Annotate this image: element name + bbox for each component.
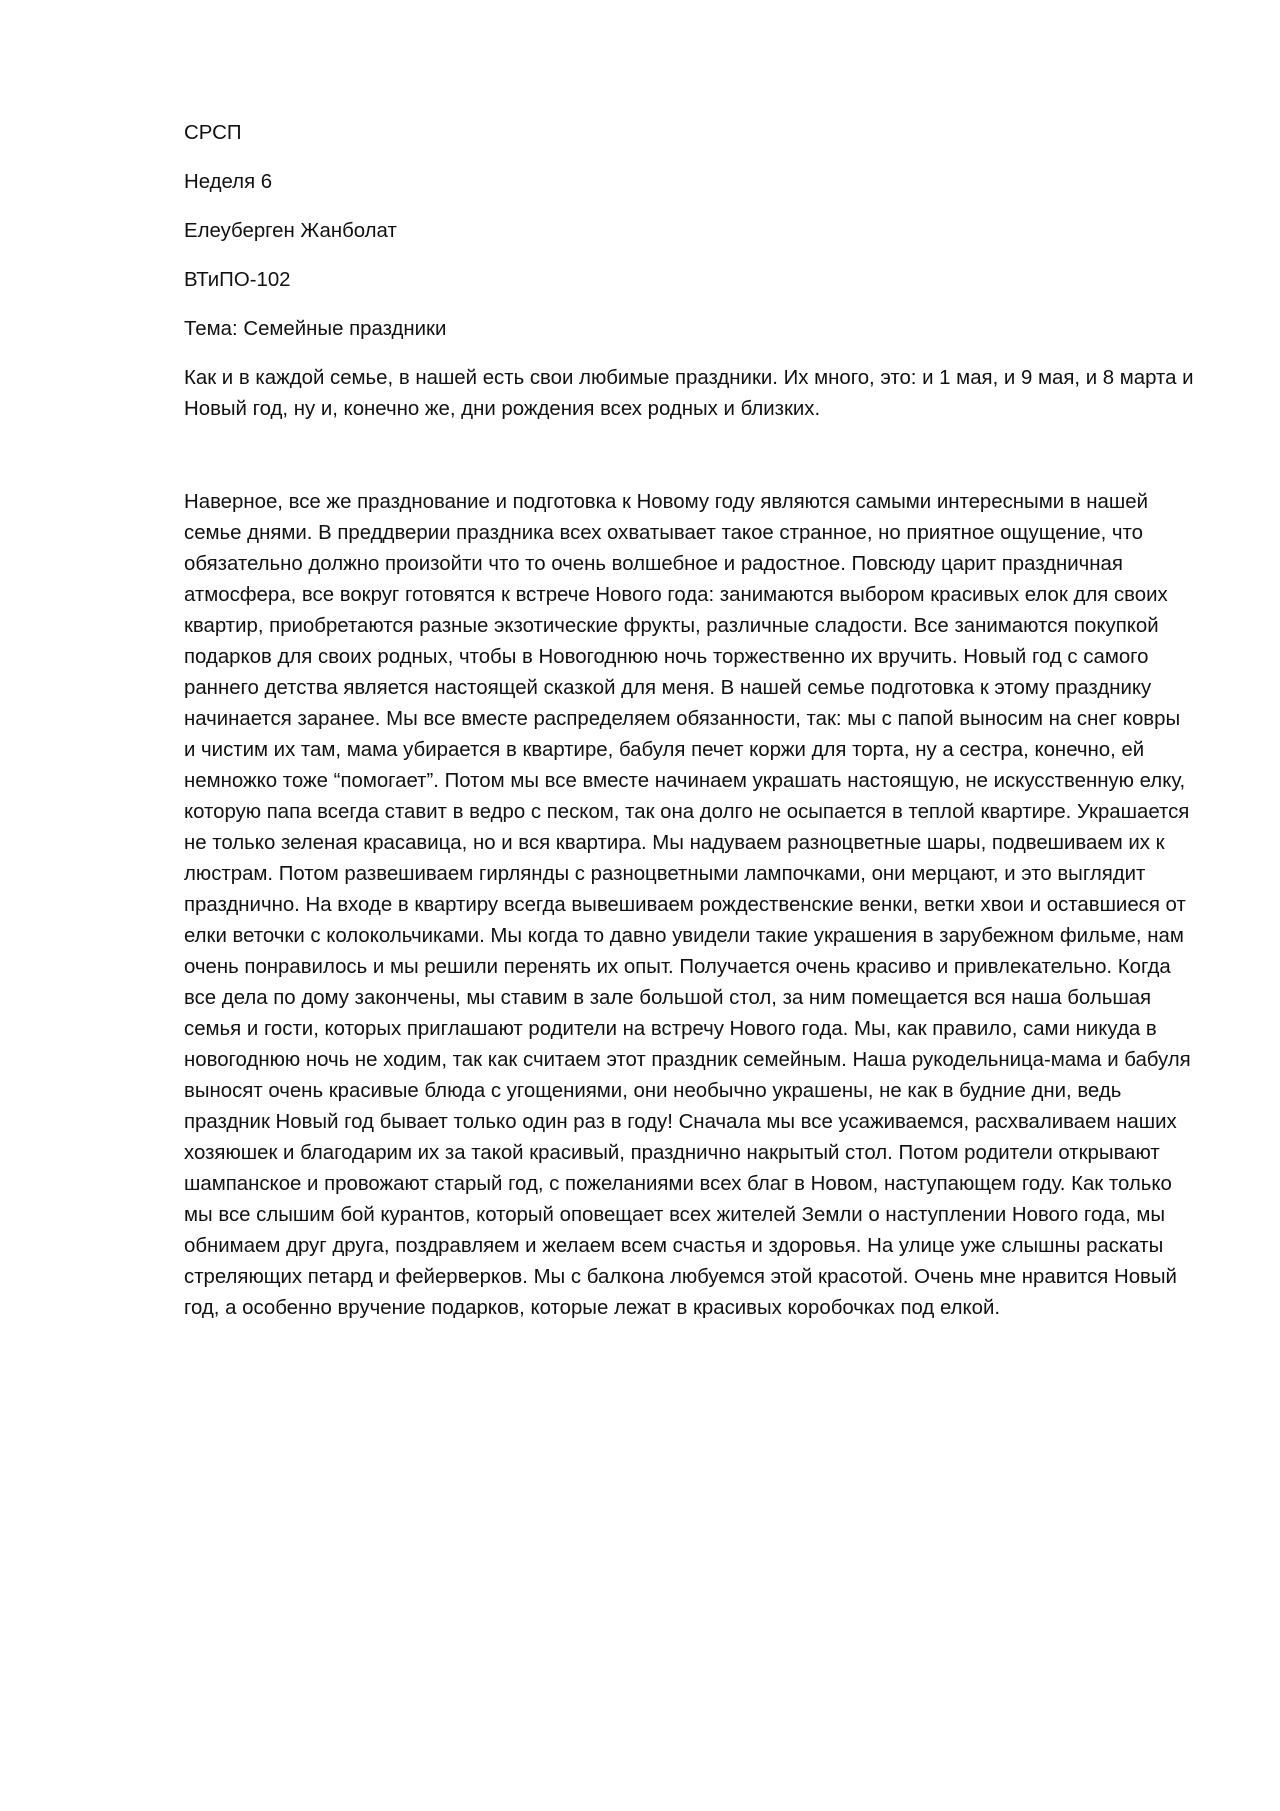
main-paragraph: Наверное, все же празднование и подготовка к Новому году являются самыми интересными в нашей семье днями. В преддверии праздника всех охватывает такое странное, но приятное ощущение, что обязательно должно произойти что то очень волшебное и радостное. Повсюду царит праздничная атмосфера, все вокруг готовятся к встрече Нового года: занимаются выбором красивых елок для своих квартир, приобретаются разные экзотические фрукты, различные сладости. Все занимаются покупкой подарков для своих родных, чтобы в Новогоднюю ночь торжественно их вручить. Новый год с самого раннего детства является настоящей сказкой для меня. В нашей семье подготовка к этому празднику начинается заранее. Мы все вместе распределяем обязанности, так: мы с папой выносим на снег ковры и чистим их там, мама убирается в квартире, бабуля печет коржи для торта, ну а сестра, конечно, ей немножко тоже “помогает”. Потом мы все вместе начинаем украшать настоящую, не искусственную елку, которую папа всегда ставит в ведро с песком, так она долго не осыпается в теплой квартире. Украшается не только зеленая красавица, но и вся квартира. Мы надуваем разноцветные шары, подвешиваем их к люстрам. Потом развешиваем гирлянды с разноцветными лампочками, они мерцают, и это выглядит празднично. На входе в квартиру всегда вывешиваем рождественские венки, ветки хвои и оставшиеся от елки веточки с колокольчиками. Мы когда то давно увидели такие украшения в зарубежном фильме, нам очень понравилось и мы решили перенять их опыт. Получается очень красиво и привлекательно. Когда все дела по дому закончены, мы ставим в зале большой стол, за ним помещается вся наша большая семья и гости, которых приглашают родители на встречу Нового года. Мы, как правило, сами никуда в новогоднюю ночь не ходим, так как считаем этот праздник семейным. Наша рукодельница-мама и бабуля выносят очень красивые блюда с угощениями, они необычно украшены, не как в будние дни, ведь праздник Новый год бывает только один раз в году! Сначала мы все усаживаемся, расхваливаем наших хозяюшек и благодарим их за такой красивый, празднично накрытый стол. Потом родители открывают шампанское и провожают старый год, с пожеланиями всех благ в Новом, наступающем году. Как только мы все слышим бой курантов, который оповещает всех жителей Земли о наступлении Нового года, мы обнимаем друг друга, поздравляем и желаем всем счастья и здоровья. На улице уже слышны раскаты стреляющих петард и фейерверков. Мы с балкона любуемся этой красотой. Очень мне нравится Новый год, а особенно вручение подарков, которые лежат в красивых коробочках под елкой. [184, 491, 1191, 1319]
intro-paragraph: Как и в каждой семье, в нашей есть свои любимые праздники. Их много, это: и 1 мая, и 9 мая, и 8 марта и Новый год, ну и, конечно же, дни рождения всех родных и близких. [184, 367, 1194, 420]
author-name: Елеуберген Жанболат [184, 220, 397, 242]
course-code: СРСП [184, 122, 242, 144]
topic-title: Тема: Семейные праздники [184, 318, 447, 340]
document-content [184, 118, 1194, 1324]
paragraph-spacer [184, 425, 1194, 487]
group-code: ВТиПО-102 [184, 269, 291, 291]
week-label: Неделя 6 [184, 171, 273, 193]
